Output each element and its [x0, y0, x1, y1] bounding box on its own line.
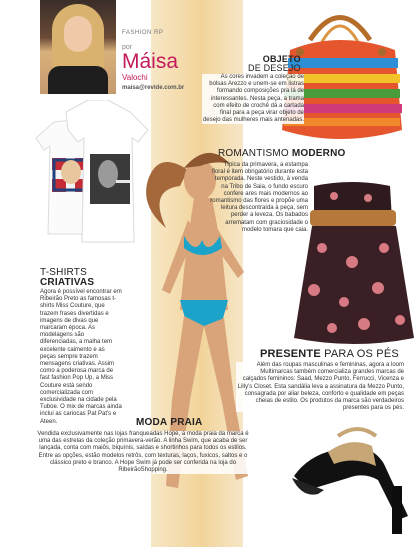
romantismo-heading-a: ROMANTISMO: [218, 148, 289, 159]
presente-heading-b: PARA OS PÉS: [324, 348, 399, 360]
floral-dress-photo: [292, 178, 415, 348]
section-label: FASHION RP: [122, 30, 164, 36]
tshirts-heading-b: CRIATIVAS: [40, 277, 95, 288]
moda-heading-a: MODA: [136, 417, 168, 428]
tshirts-heading-a: T-SHIRTS: [40, 267, 87, 278]
moda-praia-text: Vendida exclusivamente nas lojas franqueadas Hope, a moda praia da marca é uma das estrelas da coleção primavera-verão. A linha Swim, que acaba de ser lançada, conta com maiôs, biquínis, saídas e shortinhos para todos os estilos. Entre as opções, estão modelos retrôs, com texturas, laços, fuxicos, saltos e o clássico preto e branco. A Hope Swim já pode ser conferida na loja do RibeirãoShopping.: [32, 431, 254, 474]
objeto-text: As cores invadem a coleção de bolsas Arezzo e unem-se em listras formando composições pra lá de interessantes. Nesta peça, a trama com efeito de crochê dá a cartada final para a peça virar objeto de desejo das mulheres mais antenadas.: [202, 74, 304, 124]
author-first-name: Máisa: [122, 50, 179, 73]
sandal-photo: [288, 416, 414, 538]
presente-heading: [260, 348, 399, 360]
moda-praia-heading: [136, 417, 202, 428]
author-email[interactable]: maisa@revide.com.br: [122, 85, 185, 91]
tshirts-heading: [40, 268, 94, 288]
author-last-name: Valochi: [122, 73, 148, 82]
author-photo: [40, 0, 116, 94]
objeto-heading-main: OBJETO: [262, 54, 301, 64]
presente-heading-a: PRESENTE: [260, 348, 321, 360]
tshirts-text: Agora é possível encontrar em Ribeirão Preto as famosas t-shirts Miss Couture, que trazem frases divertidas e imagens de divas que marcaram época. As modelagens são diferenciadas, a malha tem excelente caimento e as peças sempre trazem mensagens criativas. Assim como a poderosa marca de fast fashion Pop Up, a Miss Couture está sendo comercializada com exclusividade na cidade pela Tuboe. O mix de marcas ainda inclui as cariocas Pat Pat's e Ateen.: [40, 289, 122, 425]
objeto-heading-sub: DE DESEJO: [248, 63, 301, 73]
moda-heading-b: PRAIA: [170, 417, 203, 428]
objeto-heading: [248, 55, 301, 73]
presente-text: Além das roupas masculinas e femininas, agora a loom Multimarcas também comercializa grandes marcas de calçados femininos: Saad, Mezzo Punto, Ferrucci, Vicenza e Lilly's Closet. Esta sandália leva a assinatura da Mezzo Punto, consagrada por aliar beleza, conforto e qualidade em peças cheias de estilo. Os produtos da marca são verdadeiros presentes para os pés.: [237, 362, 404, 412]
romantismo-text: Típica da primavera, a estampa floral é item obrigatório durante esta temporada. Neste vestido, à venda na Tribo de Saia, o fundo escuro confere ares mais modernos ao romantismo das flores e propõe uma leitura descontraída à peça, sem perder a leveza. Os babados arrematam com graciosidade o modelo tomara que caia.: [210, 162, 308, 233]
romantismo-heading: [218, 148, 346, 159]
author-by: por: [122, 44, 133, 51]
romantismo-heading-b: MODERNO: [291, 148, 346, 159]
